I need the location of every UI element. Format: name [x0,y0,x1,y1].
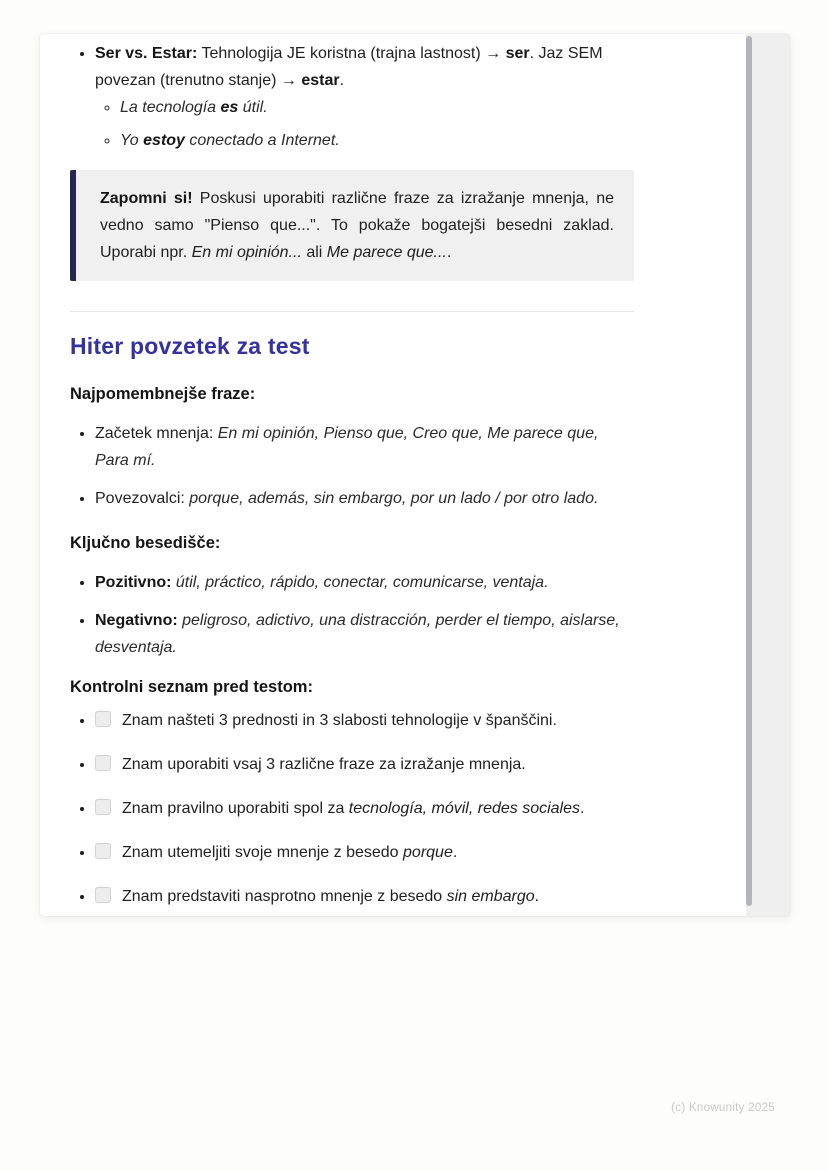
scrollbar-thumb[interactable] [746,36,752,906]
checkbox-unchecked-icon[interactable] [95,711,111,727]
checklist-item-text: Znam utemeljiti svoje mnenje z besedo porque. [122,844,458,861]
ser-estar-bullet: • Ser vs. Estar: Tehnologija JE koristna (trajna lastnost) → ser. Jaz SEM povezan (trenutno stanje) → estar. ◦ La tecnología es útil. ◦ Yo estoy conectado a Internet. [95,40,634,154]
example-item: ◦ La tecnología es útil. [120,94,634,121]
checklist-item-text: Znam uporabiti vsaj 3 različne fraze za izražanje mnenja. [122,756,526,773]
checklist-item-text: Znam predstaviti nasprotno mnenje z besedo sin embargo. [122,888,540,905]
fraze-item: • Začetek mnenja: En mi opinión, Pienso que, Creo que, Me parece que, Para mí. [95,420,634,474]
remember-callout: Zapomni si! Poskusi uporabiti različne fraze za izražanje mnenja, ne vedno samo "Pienso que...". To pokaže bogatejši besedni zaklad. Uporabi npr. En mi opinión... ali Me parece que.... [70,170,634,281]
vocab-list [70,569,634,661]
checklist-item [95,707,634,734]
checkbox-unchecked-icon[interactable] [95,887,111,903]
ser-estar-list [70,40,634,154]
pre-test-checklist [70,707,634,910]
summary-heading: Hiter povzetek za test [70,333,310,359]
checklist-item [95,883,634,910]
fraze-item: • Povezovalci: porque, además, sin embargo, por un lado / por otro lado. [95,485,634,512]
copyright-notice: (c) Knowunity 2025 [671,1102,775,1114]
checklist-item-text: Znam našteti 3 prednosti in 3 slabosti tehnologije v španščini. [122,712,557,729]
label-checklist: Kontrolni seznam pred testom: [70,678,313,696]
example-sub-list [95,94,634,154]
document-page [40,34,790,916]
checklist-item [95,751,634,778]
page-content [70,40,634,927]
fraze-list [70,420,634,512]
ser-estar-lead: Ser vs. Estar: [95,45,198,62]
section-divider [70,311,634,312]
label-vocab: Ključno besedišče: [70,534,221,552]
checkbox-unchecked-icon[interactable] [95,843,111,859]
checklist-item [95,839,634,866]
scrollbar-track[interactable] [746,34,790,916]
vocab-item: • Negativno: peligroso, adictivo, una distracción, perder el tiempo, aislarse, desventaja. [95,607,634,661]
checklist-item [95,795,634,822]
vocab-item: • Pozitivno: útil, práctico, rápido, conectar, comunicarse, ventaja. [95,569,634,596]
checkbox-unchecked-icon[interactable] [95,799,111,815]
checklist-item-text: Znam pravilno uporabiti spol za tecnología, móvil, redes sociales. [122,800,585,817]
callout-lead: Zapomni si! [100,190,193,207]
example-item: ◦ Yo estoy conectado a Internet. [120,127,634,154]
checkbox-unchecked-icon[interactable] [95,755,111,771]
label-fraze: Najpomembnejše fraze: [70,385,256,403]
